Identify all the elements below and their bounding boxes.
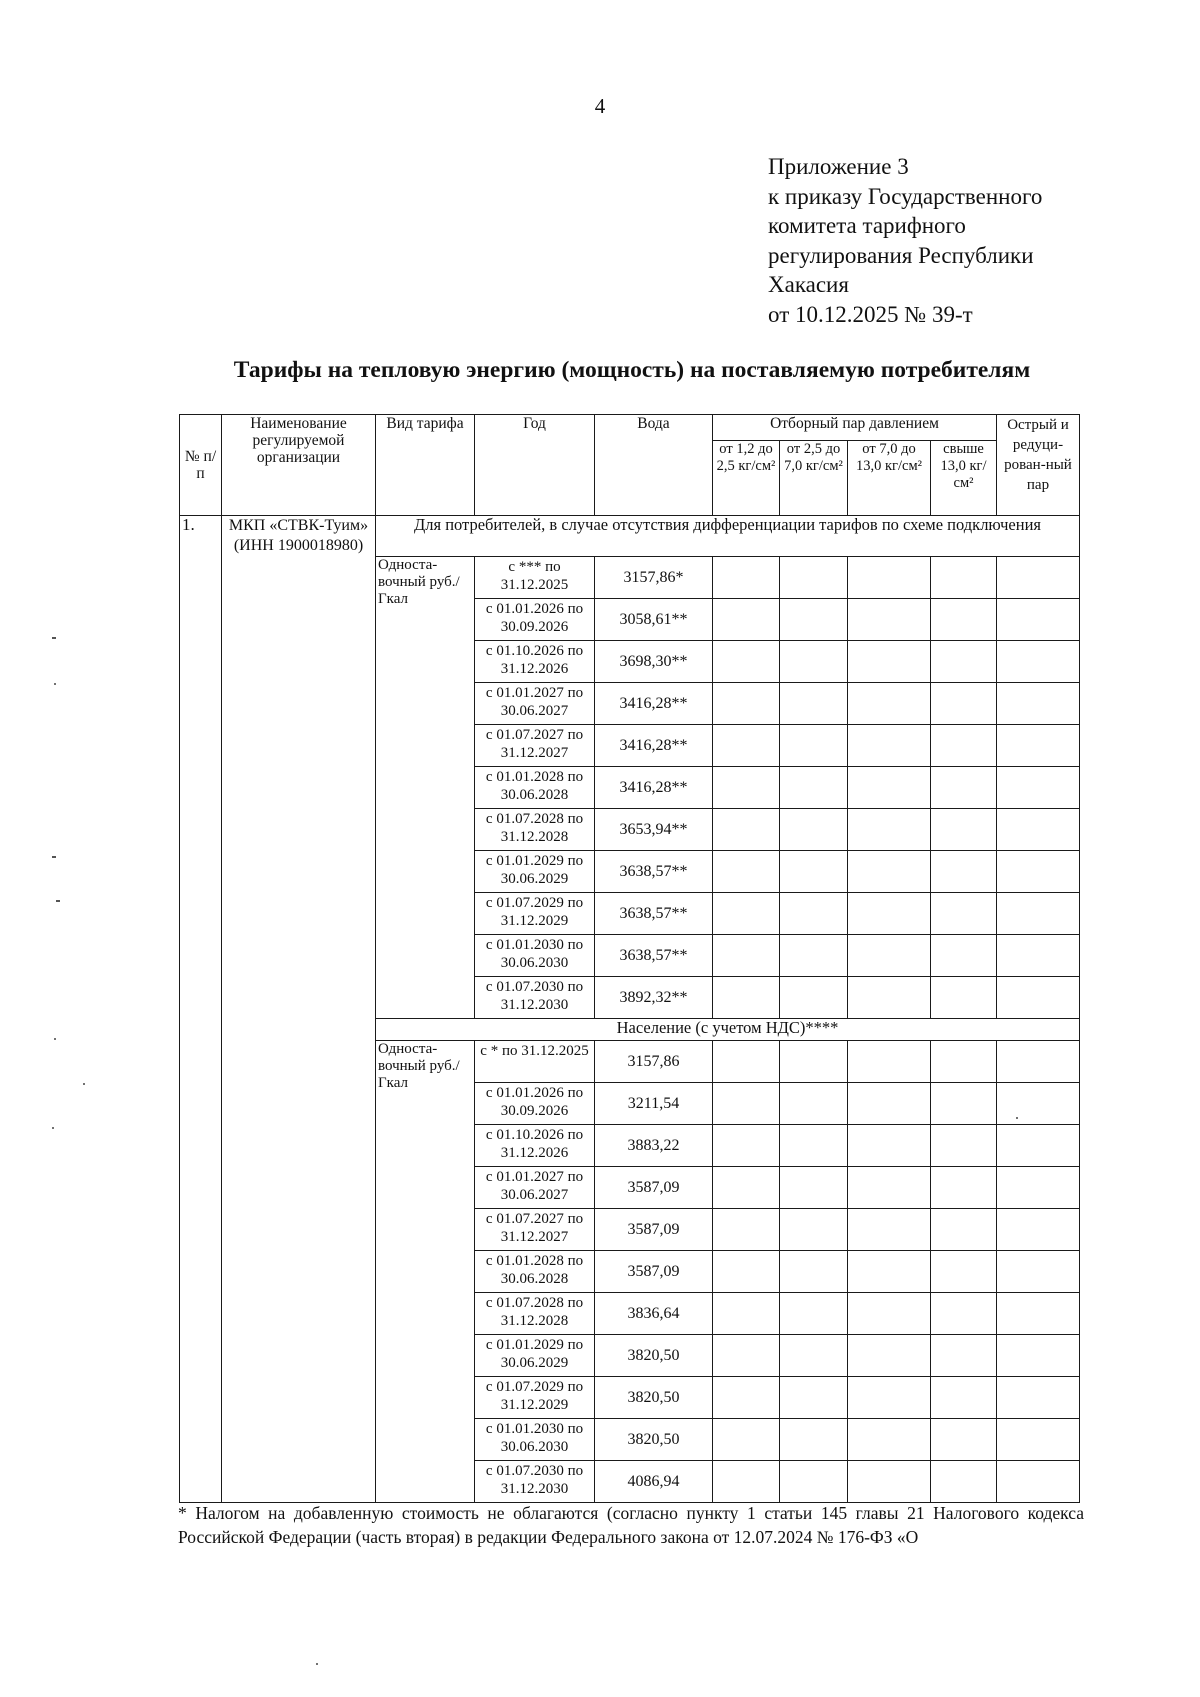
header-steam-4: свыше 13,0 кг/см²: [931, 441, 997, 516]
period-cell: с * по 31.12.2025: [475, 1041, 595, 1083]
water-value: 3820,50: [595, 1377, 713, 1419]
water-value: 3883,22: [595, 1125, 713, 1167]
header-sharp-steam: Острый и редуци-рован-ный пар: [997, 415, 1080, 516]
water-value: 3638,57**: [595, 935, 713, 977]
water-value: 3587,09: [595, 1209, 713, 1251]
water-value: 3587,09: [595, 1167, 713, 1209]
row-number: 1.: [180, 516, 222, 1503]
period-cell: с 01.10.2026 по 31.12.2026: [475, 641, 595, 683]
section-label: Для потребителей, в случае отсутствия дифференциации тарифов по схеме подключения: [376, 516, 1080, 557]
header-water: Вода: [595, 415, 713, 516]
period-cell: с 01.01.2029 по 30.06.2029: [475, 851, 595, 893]
water-value: 3157,86*: [595, 557, 713, 599]
header-steam-1: от 1,2 до 2,5 кг/см²: [713, 441, 780, 516]
scan-speck: [54, 683, 56, 685]
period-cell: с 01.01.2030 по 30.06.2030: [475, 935, 595, 977]
scan-speck: [52, 1127, 54, 1129]
scan-speck: [56, 900, 60, 902]
header-steam-3: от 7,0 до 13,0 кг/см²: [848, 441, 931, 516]
section-label: Население (с учетом НДС)****: [376, 1019, 1080, 1041]
water-value: 3698,30**: [595, 641, 713, 683]
document-title: Тарифы на тепловую энергию (мощность) на поставляемую потребителям: [233, 357, 1031, 383]
period-cell: с 01.10.2026 по 31.12.2026: [475, 1125, 595, 1167]
period-cell: с *** по 31.12.2025: [475, 557, 595, 599]
water-value: 3416,28**: [595, 725, 713, 767]
period-cell: с 01.07.2029 по 31.12.2029: [475, 893, 595, 935]
period-cell: с 01.01.2026 по 30.09.2026: [475, 599, 595, 641]
water-value: 3416,28**: [595, 767, 713, 809]
period-cell: с 01.07.2030 по 31.12.2030: [475, 977, 595, 1019]
tariff-table: [179, 414, 1080, 1503]
appendix-line: Хакасия: [768, 272, 849, 297]
water-value: 3211,54: [595, 1083, 713, 1125]
period-cell: с 01.07.2030 по 31.12.2030: [475, 1461, 595, 1503]
period-cell: с 01.01.2030 по 30.06.2030: [475, 1419, 595, 1461]
water-value: 4086,94: [595, 1461, 713, 1503]
header-org: Наименование регулируемой организации: [222, 415, 376, 516]
water-value: 3587,09: [595, 1251, 713, 1293]
scan-speck: [1016, 1117, 1018, 1119]
water-value: 3892,32**: [595, 977, 713, 1019]
appendix-line: Приложение 3: [768, 154, 909, 179]
header-steam: Отборный пар давлением: [713, 415, 997, 441]
period-cell: с 01.01.2028 по 30.06.2028: [475, 1251, 595, 1293]
period-cell: с 01.01.2029 по 30.06.2029: [475, 1335, 595, 1377]
tariff-kind: Односта-вочный руб./Гкал: [376, 1041, 475, 1503]
header-kind: Вид тарифа: [376, 415, 475, 516]
table-header: [180, 415, 1080, 516]
period-cell: с 01.07.2028 по 31.12.2028: [475, 1293, 595, 1335]
water-value: 3638,57**: [595, 851, 713, 893]
header-num: № п/п: [180, 415, 222, 516]
appendix-line: от 10.12.2025 № 39-т: [768, 301, 973, 327]
period-cell: с 01.07.2027 по 31.12.2027: [475, 725, 595, 767]
period-cell: с 01.01.2027 по 30.06.2027: [475, 1167, 595, 1209]
tariff-kind: Односта-вочный руб./Гкал: [376, 557, 475, 1019]
water-value: 3058,61**: [595, 599, 713, 641]
scan-speck: [316, 1663, 318, 1665]
page-number: 4: [594, 94, 606, 118]
period-cell: с 01.07.2029 по 31.12.2029: [475, 1377, 595, 1419]
water-value: 3820,50: [595, 1419, 713, 1461]
table-body: [180, 516, 1080, 1503]
water-value: 3820,50: [595, 1335, 713, 1377]
water-value: 3653,94**: [595, 809, 713, 851]
organization-name: МКП «СТВК-Туим» (ИНН 1900018980): [222, 516, 376, 1503]
period-cell: с 01.01.2026 по 30.09.2026: [475, 1083, 595, 1125]
period-cell: с 01.07.2028 по 31.12.2028: [475, 809, 595, 851]
water-value: 3638,57**: [595, 893, 713, 935]
scan-speck: [52, 637, 56, 639]
scan-speck: [54, 1038, 56, 1040]
appendix-line: к приказу Государственного: [768, 183, 1043, 209]
appendix-line: регулирования Республики: [768, 242, 1034, 268]
period-cell: с 01.01.2028 по 30.06.2028: [475, 767, 595, 809]
period-cell: с 01.07.2027 по 31.12.2027: [475, 1209, 595, 1251]
scan-speck: [52, 856, 56, 858]
appendix-line: комитета тарифного: [768, 213, 966, 238]
water-value: 3836,64: [595, 1293, 713, 1335]
appendix-block: [768, 152, 1042, 329]
scan-speck: [83, 1083, 85, 1085]
water-value: 3157,86: [595, 1041, 713, 1083]
header-steam-2: от 2,5 до 7,0 кг/см²: [780, 441, 848, 516]
period-cell: с 01.01.2027 по 30.06.2027: [475, 683, 595, 725]
footnote: * Налогом на добавленную стоимость не облагаются (согласно пункту 1 статьи 145 главы 21 Налогового кодекса Российской Федерации (часть вторая) в редакции Федерального закона от 12.07.2024 № 176-ФЗ «О: [178, 1503, 1084, 1547]
water-value: 3416,28**: [595, 683, 713, 725]
header-year: Год: [475, 415, 595, 516]
